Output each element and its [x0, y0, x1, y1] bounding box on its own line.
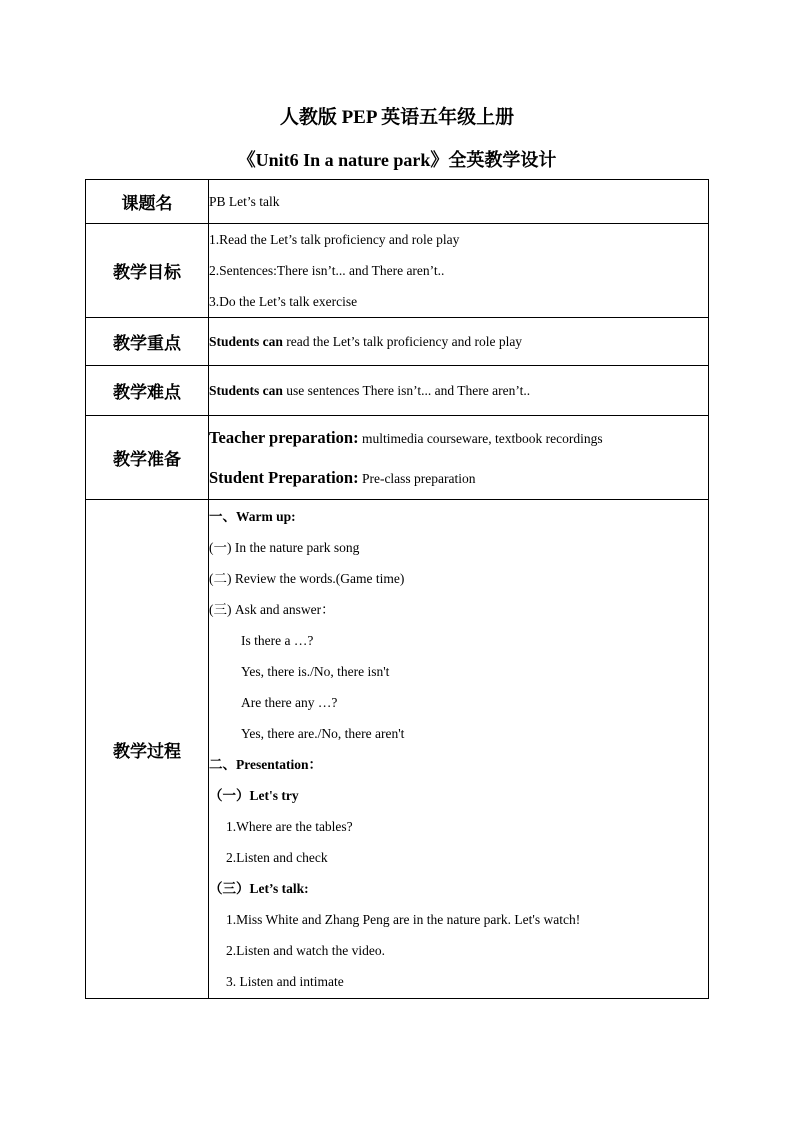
qa-line: Yes, there is./No, there isn't: [241, 664, 390, 679]
talk-item: 1.Miss White and Zhang Peng are in the nature park. Let's watch!: [226, 912, 581, 927]
label-preparation: 教学准备: [86, 416, 209, 500]
row-preparation: [86, 416, 709, 500]
objective-item: 3.Do the Let’s talk exercise: [209, 294, 358, 309]
talk-item: 2.Listen and watch the video.: [226, 943, 385, 958]
content-key-points: [209, 318, 709, 366]
key-points-text: read the Let’s talk proficiency and role play: [282, 333, 523, 349]
topic-text: PB Let’s talk: [209, 193, 280, 209]
student-preparation-label: Student Preparation:: [209, 467, 359, 487]
difficulties-text: use sentences There isn’t... and There aren’t..: [282, 382, 531, 398]
talk-heading: （三）Let’s talk:: [209, 881, 309, 896]
label-topic: 课题名: [86, 180, 209, 224]
teacher-preparation-text: multimedia courseware, textbook recordings: [358, 430, 603, 446]
objective-item: 2.Sentences:There isn’t... and There aren’t..: [209, 263, 445, 278]
label-difficulties: 教学难点: [86, 366, 209, 416]
row-key-points: [86, 318, 709, 366]
try-item: 2.Listen and check: [226, 850, 328, 865]
row-process: [86, 500, 709, 999]
lesson-plan-table: [85, 179, 709, 999]
content-preparation: [209, 416, 709, 500]
content-topic: [209, 180, 709, 224]
document-subtitle: 《Unit6 In a nature park》全英教学设计: [237, 150, 557, 170]
try-heading: （一）Let's try: [209, 788, 299, 803]
warmup-item: (三) Ask and answer：: [209, 602, 335, 617]
label-objectives: 教学目标: [86, 224, 209, 318]
row-topic: [86, 180, 709, 224]
key-points-bold: Students can: [209, 333, 283, 349]
warmup-item: (一) In the nature park song: [209, 540, 360, 555]
student-preparation-text: Pre-class preparation: [358, 470, 476, 486]
teacher-preparation-label: Teacher preparation:: [209, 427, 359, 447]
objective-item: 1.Read the Let’s talk proficiency and role play: [209, 232, 460, 247]
qa-line: Are there any …?: [241, 695, 338, 710]
try-item: 1.Where are the tables?: [226, 819, 353, 834]
talk-item: 3. Listen and intimate: [226, 974, 344, 989]
difficulties-bold: Students can: [209, 382, 283, 398]
warmup-item: (二) Review the words.(Game time): [209, 571, 405, 586]
warmup-heading: 一、Warm up:: [209, 509, 296, 524]
label-process: 教学过程: [86, 500, 209, 999]
student-preparation: [209, 458, 708, 498]
content-difficulties: [209, 366, 709, 416]
label-key-points: 教学重点: [86, 318, 209, 366]
document-title: 人教版 PEP 英语五年级上册: [279, 107, 515, 128]
row-objectives: [86, 224, 709, 318]
qa-line: Yes, there are./No, there aren't: [241, 726, 405, 741]
row-difficulties: [86, 366, 709, 416]
teacher-preparation: [209, 418, 708, 458]
content-objectives: [209, 224, 709, 318]
qa-line: Is there a …?: [241, 633, 314, 648]
presentation-heading: 二、Presentation：: [209, 757, 322, 772]
content-process: [209, 500, 709, 999]
